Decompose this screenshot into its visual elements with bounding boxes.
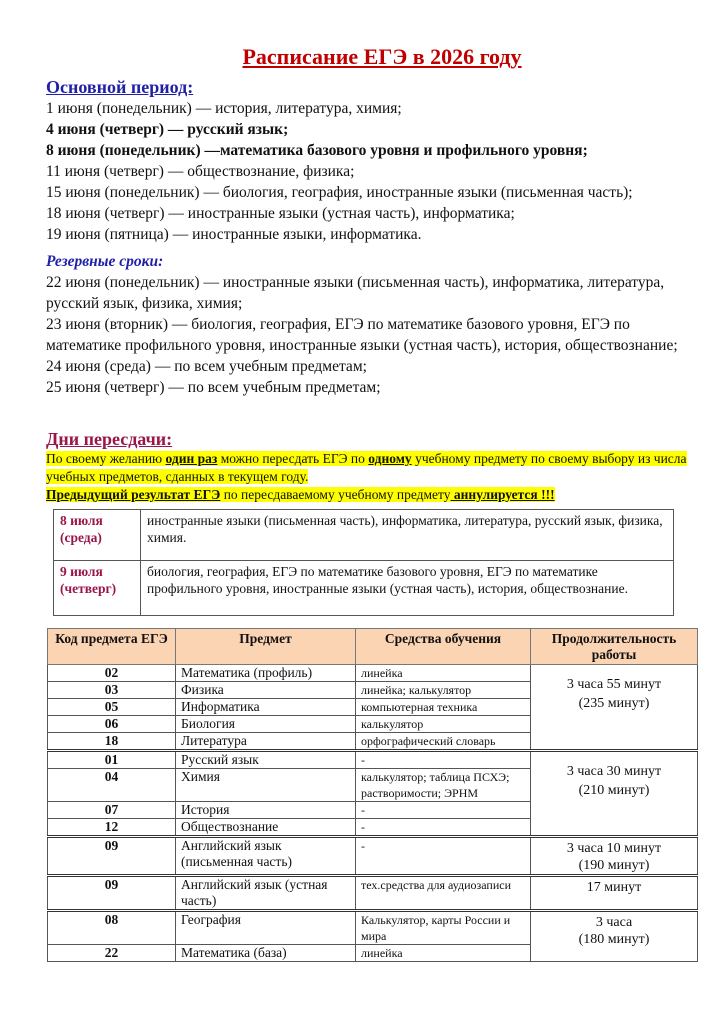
subject-code: 05 (48, 699, 176, 716)
subject-name: Биология (176, 716, 356, 733)
retake-warning: Предыдущий результат ЕГЭ по пересдаваемому учебному предмету аннулируется !!! (46, 487, 555, 502)
schedule-line: 18 июня (четверг) — иностранные языки (устная часть), информатика; (46, 205, 515, 222)
table-row (54, 561, 674, 616)
table-row (48, 751, 698, 769)
column-header: Продолжительность работы (531, 629, 698, 665)
retake-note (46, 450, 701, 486)
duration: 17 минут (531, 876, 698, 911)
subject-code: 01 (48, 751, 176, 769)
subject-code: 02 (48, 665, 176, 682)
subject-name: Химия (176, 769, 356, 802)
emphasis: один раз (165, 451, 218, 466)
emphasis: одному (368, 451, 412, 466)
subject-name: История (176, 802, 356, 819)
retake-section (46, 428, 724, 504)
subject-tools: орфографический словарь (356, 733, 531, 751)
schedule-line: 19 июня (пятница) — иностранные языки, информатика. (46, 226, 422, 243)
subject-name: География (176, 911, 356, 945)
subject-name: Английский язык (устная часть) (176, 876, 356, 911)
table-row (48, 911, 698, 945)
subject-code: 18 (48, 733, 176, 751)
duration: 3 часа 55 минут (235 минут) (531, 665, 698, 751)
schedule-line: 11 июня (четверг) — обществознание, физика; (46, 163, 355, 180)
subject-tools: компьютерная техника (356, 699, 531, 716)
subject-code: 07 (48, 802, 176, 819)
retake-note-text: По своему желанию один раз можно пересдать ЕГЭ по одному учебному предмету по своему выбору из числа учебных предметов, сданных в текущем году. (46, 451, 687, 484)
page-title: Расписание ЕГЭ в 2026 году (242, 44, 522, 69)
subject-tools: тех.средства для аудиозаписи (356, 876, 531, 911)
subject-code: 03 (48, 682, 176, 699)
retake-table (53, 509, 674, 616)
schedule-line: 4 июня (четверг) — русский язык; (46, 121, 289, 138)
column-header: Код предмета ЕГЭ (48, 629, 176, 665)
schedule-line: 15 июня (понедельник) — биология, география, иностранные языки (письменная часть); (46, 184, 633, 201)
subject-tools: - (356, 751, 531, 769)
subject-code: 04 (48, 769, 176, 802)
table-row (48, 876, 698, 911)
subject-tools: Калькулятор, карты России и мира (356, 911, 531, 945)
reserve-line: 24 июня (среда) — по всем учебным предметам; (46, 358, 367, 375)
subject-code: 12 (48, 819, 176, 837)
reserve-line: 22 июня (понедельник) — иностранные языки (письменная часть), информатика, литература, русский язык, физика, химия; (46, 274, 665, 312)
retake-date: 9 июля (четверг) (54, 561, 141, 616)
schedule-line: 1 июня (понедельник) — история, литература, химия; (46, 100, 402, 117)
table-row (54, 510, 674, 561)
subject-tools: - (356, 837, 531, 876)
subject-name: Русский язык (176, 751, 356, 769)
subject-code: 09 (48, 837, 176, 876)
subject-name: Информатика (176, 699, 356, 716)
emphasis: аннулируется !!! (450, 487, 555, 502)
subject-tools: линейка; калькулятор (356, 682, 531, 699)
table-header-row (48, 629, 698, 665)
retake-subjects: иностранные языки (письменная часть), информатика, литература, русский язык, физика, химия. (141, 510, 674, 561)
duration: 3 часа (180 минут) (531, 911, 698, 962)
subject-tools: - (356, 819, 531, 837)
subject-tools: калькулятор (356, 716, 531, 733)
subject-code: 06 (48, 716, 176, 733)
emphasis: Предыдущий результат ЕГЭ (46, 487, 221, 502)
subject-name: Английский язык (письменная часть) (176, 837, 356, 876)
duration: 3 часа 10 минут (190 минут) (531, 837, 698, 876)
table-row (48, 837, 698, 876)
subject-code: 08 (48, 911, 176, 945)
duration: 3 часа 30 минут (210 минут) (531, 751, 698, 837)
column-header: Средства обучения (356, 629, 531, 665)
subject-code: 22 (48, 945, 176, 962)
subject-name: Математика (профиль) (176, 665, 356, 682)
schedule-line: 8 июня (понедельник) —математика базового уровня и профильного уровня; (46, 142, 588, 159)
subject-tools: линейка (356, 945, 531, 962)
retake-heading: Дни пересдачи: (46, 429, 173, 449)
subject-name: Физика (176, 682, 356, 699)
subject-name: Литература (176, 733, 356, 751)
subject-name: Математика (база) (176, 945, 356, 962)
subject-name: Обществознание (176, 819, 356, 837)
subject-tools: калькулятор; таблица ПСХЭ; растворимости; ЭРНМ (356, 769, 531, 802)
subject-code: 09 (48, 876, 176, 911)
reserve-section (46, 251, 724, 398)
subject-tools: - (356, 802, 531, 819)
reserve-heading: Резервные сроки: (46, 253, 164, 270)
column-header: Предмет (176, 629, 356, 665)
retake-subjects: биология, география, ЕГЭ по математике базового уровня, ЕГЭ по математике профильного уровня, иностранные языки (устная часть), история, обществознание. (141, 561, 674, 616)
main-period-heading: Основной период: (46, 77, 194, 97)
main-period-section (46, 76, 724, 245)
reserve-line: 23 июня (вторник) — биология, география, ЕГЭ по математике базового уровня, ЕГЭ по математике профильного уровня, иностранные языки (устная часть), история, обществознание; (46, 316, 678, 354)
subject-tools: линейка (356, 665, 531, 682)
reserve-line: 25 июня (четверг) — по всем учебным предметам; (46, 379, 381, 396)
retake-date: 8 июля (среда) (54, 510, 141, 561)
subjects-table (47, 628, 698, 962)
table-row (48, 665, 698, 682)
